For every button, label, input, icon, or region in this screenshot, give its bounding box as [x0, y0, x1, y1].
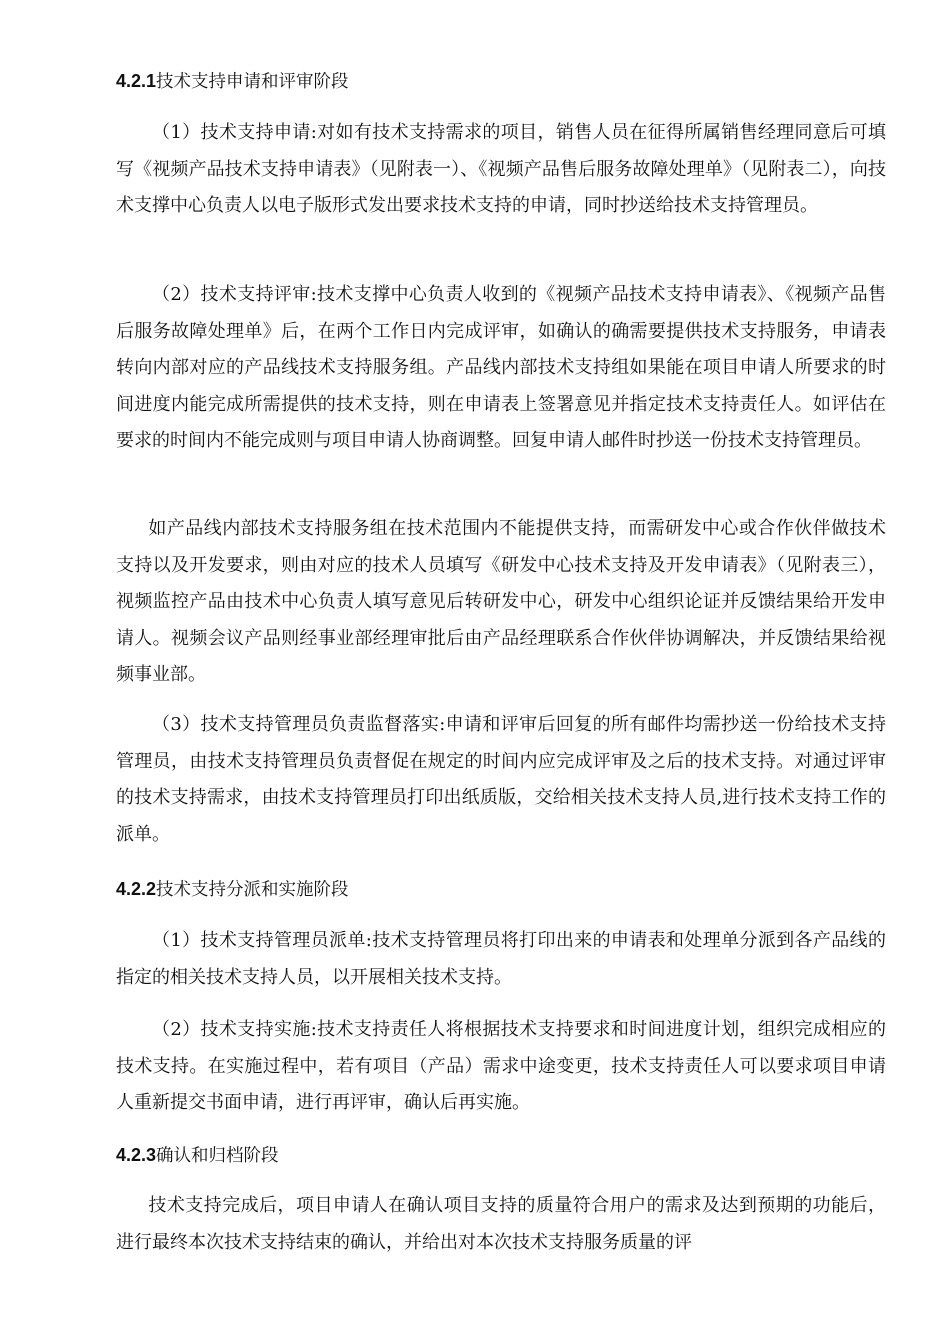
paragraph-admin-supervision: （3）技术支持管理员负责监督落实:申请和评审后回复的所有邮件均需抄送一份给技术支持管理员，由技术支持管理员负责督促在规定的时间内应完成评审及之后的技术支持。对通过评审的技术支持需求，由技术支持管理员打印出纸质版，交给相关技术支持人员,进行技术支持工作的派单。: [116, 714, 886, 845]
section-heading-4-2-1: [116, 68, 886, 95]
section-title: 技术支持分派和实施阶段: [156, 880, 349, 900]
paragraph-rd-support: 如产品线内部技术支持服务组在技术范围内不能提供支持，而需研发中心或合作伙伴做技术支持以及开发要求，则由对应的技术人员填写《研发中心技术支持及开发申请表》（见附表三），视频监控产品由技术中心负责人填写意见后转研发中心，研发中心组织论证并反馈结果给开发申请人。视频会议产品则经事业部经理审批后由产品经理联系合作伙伴协调解决，并反馈结果给视频事业部。: [116, 518, 886, 685]
paragraph-tech-support-review: （2）技术支持评审:技术支撑中心负责人收到的《视频产品技术支持申请表》、《视频产品售后服务故障处理单》后，在两个工作日内完成评审，如确认的确需要提供技术支持服务，申请表转向内部对应的产品线技术支持服务组。产品线内部技术支持组如果能在项目申请人所要求的时间进度内能完成所需提供的技术支持，则在申请表上签署意见并指定技术支持责任人。如评估在要求的时间内不能完成则与项目申请人协商调整。回复申请人邮件时抄送一份技术支持管理员。: [116, 284, 886, 451]
section-title: 技术支持申请和评审阶段: [156, 72, 349, 92]
paragraph-implementation: （2）技术支持实施:技术支持责任人将根据技术支持要求和时间进度计划，组织完成相应的技术支持。在实施过程中，若有项目（产品）需求中途变更，技术支持责任人可以要求项目申请人重新提交书面申请，进行再评审，确认后再实施。: [116, 1019, 886, 1113]
section-title: 确认和归档阶段: [156, 1146, 279, 1166]
section-heading-4-2-2: [116, 876, 886, 903]
section-number: 4.2.3: [116, 1145, 157, 1165]
paragraph-confirmation: 技术支持完成后，项目申请人在确认项目支持的质量符合用户的需求及达到预期的功能后，进行最终本次技术支持结束的确认，并给出对本次技术支持服务质量的评: [116, 1195, 886, 1253]
paragraph-admin-dispatch: （1）技术支持管理员派单:技术支持管理员将打印出来的申请表和处理单分派到各产品线的指定的相关技术支持人员，以开展相关技术支持。: [116, 930, 886, 988]
paragraph-tech-support-application: （1）技术支持申请:对如有技术支持需求的项目，销售人员在征得所属销售经理同意后可填写《视频产品技术支持申请表》（见附表一）、《视频产品售后服务故障处理单》（见附表二），向技术支撑中心负责人以电子版形式发出要求技术支持的申请，同时抄送给技术支持管理员。: [116, 122, 886, 216]
section-heading-4-2-3: [116, 1142, 886, 1169]
section-number: 4.2.1: [116, 71, 157, 91]
section-number: 4.2.2: [116, 879, 157, 899]
